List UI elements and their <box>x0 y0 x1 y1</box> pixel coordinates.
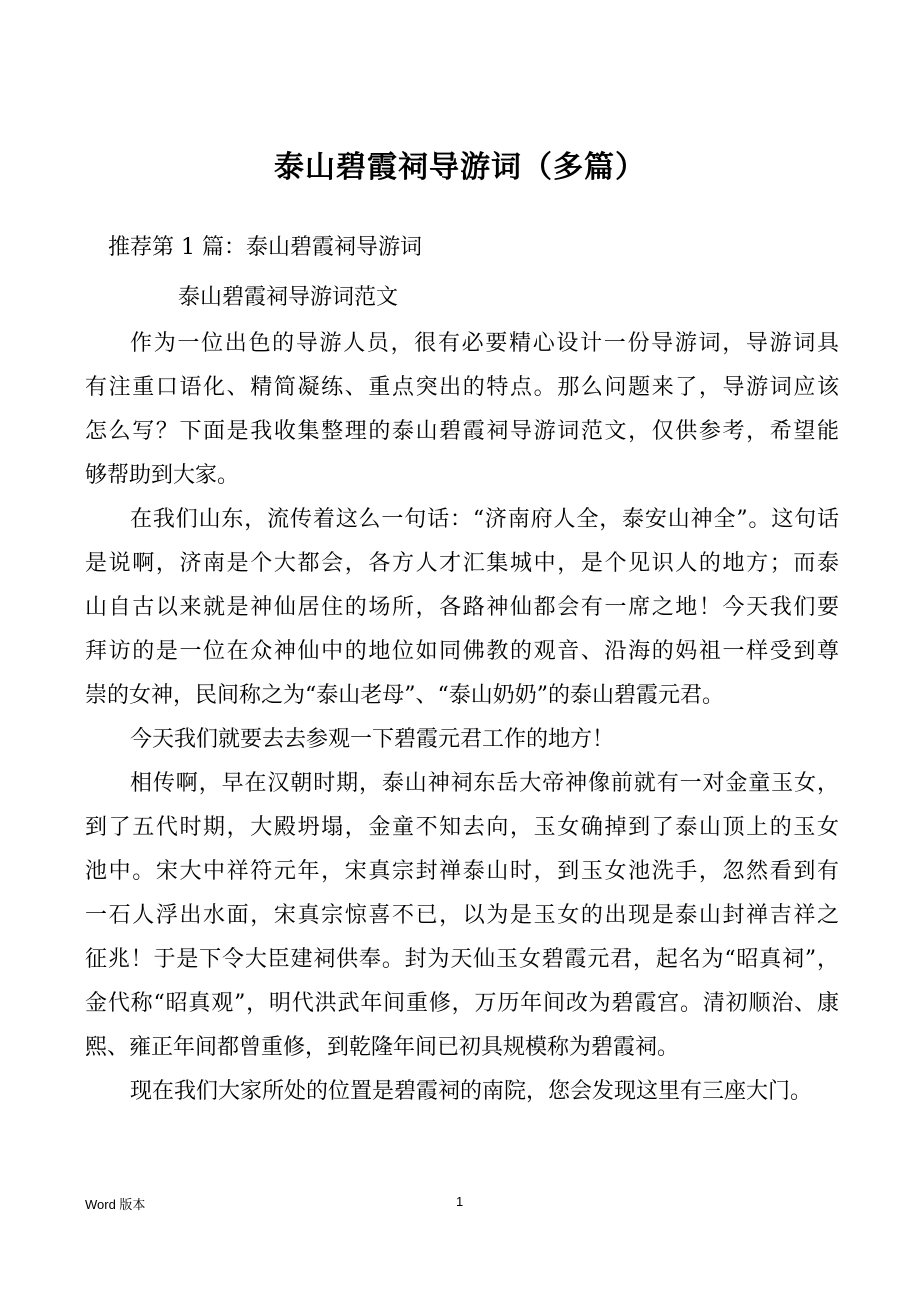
footer-label: Word 版本 <box>85 1197 146 1212</box>
subtitle: 泰山碧霞祠导游词范文 <box>178 285 399 310</box>
paragraph-line: 征兆！于是下令大臣建祠供奉。封为天仙玉女碧霞元君，起名为“昭真祠”， <box>85 947 839 972</box>
paragraph-line: 崇的女神，民间称之为“泰山老母”、“泰山奶奶”的泰山碧霞元君。 <box>85 683 724 708</box>
paragraph-line: 有注重口语化、精简凝练、重点突出的特点。那么问题来了，导游词应该 <box>85 375 839 400</box>
paragraph-line: 拜访的是一位在众神仙中的地位如同佛教的观音、沿海的妈祖一样受到尊 <box>85 639 839 664</box>
page-number: 1 <box>456 1194 464 1209</box>
paragraph-line: 池中。宋大中祥符元年，宋真宗封禅泰山时，到玉女池洗手，忽然看到有 <box>85 859 839 884</box>
paragraph <box>85 762 839 1070</box>
paragraph-line: 今天我们就要去去参观一下碧霞元君工作的地方！ <box>130 727 615 752</box>
document-body <box>85 322 839 1114</box>
paragraph <box>85 498 839 718</box>
paragraph <box>85 1070 839 1114</box>
document-title: 泰山碧霞祠导游词（多篇） <box>274 150 646 185</box>
paragraph-line: 相传啊，早在汉朝时期，泰山神祠东岳大帝神像前就有一对金童玉女， <box>130 771 839 796</box>
paragraph <box>85 718 839 762</box>
paragraph-line: 作为一位出色的导游人员，很有必要精心设计一份导游词，导游词具 <box>130 331 839 356</box>
recommend-heading: 推荐第 1 篇：泰山碧霞祠导游词 <box>108 235 422 260</box>
paragraph-line: 金代称“昭真观”，明代洪武年间重修，万历年间改为碧霞宫。清初顺治、康 <box>85 991 839 1016</box>
paragraph-line: 熙、雍正年间都曾重修，到乾隆年间已初具规模称为碧霞祠。 <box>85 1035 680 1060</box>
paragraph <box>85 322 839 498</box>
paragraph-line: 是说啊，济南是个大都会，各方人才汇集城中，是个见识人的地方；而泰 <box>85 551 839 576</box>
paragraph-line: 怎么写？下面是我收集整理的泰山碧霞祠导游词范文，仅供参考，希望能 <box>85 419 839 444</box>
paragraph-line: 在我们山东，流传着这么一句话：“济南府人全，泰安山神全”。这句话 <box>130 507 839 532</box>
paragraph-line: 山自古以来就是神仙居住的场所，各路神仙都会有一席之地！今天我们要 <box>85 595 839 620</box>
paragraph-line: 一石人浮出水面，宋真宗惊喜不已，以为是玉女的出现是泰山封禅吉祥之 <box>85 903 839 928</box>
paragraph-line: 到了五代时期，大殿坍塌，金童不知去向，玉女确掉到了泰山顶上的玉女 <box>85 815 839 840</box>
paragraph-line: 够帮助到大家。 <box>85 463 240 488</box>
paragraph-line: 现在我们大家所处的位置是碧霞祠的南院，您会发现这里有三座大门。 <box>130 1079 813 1104</box>
